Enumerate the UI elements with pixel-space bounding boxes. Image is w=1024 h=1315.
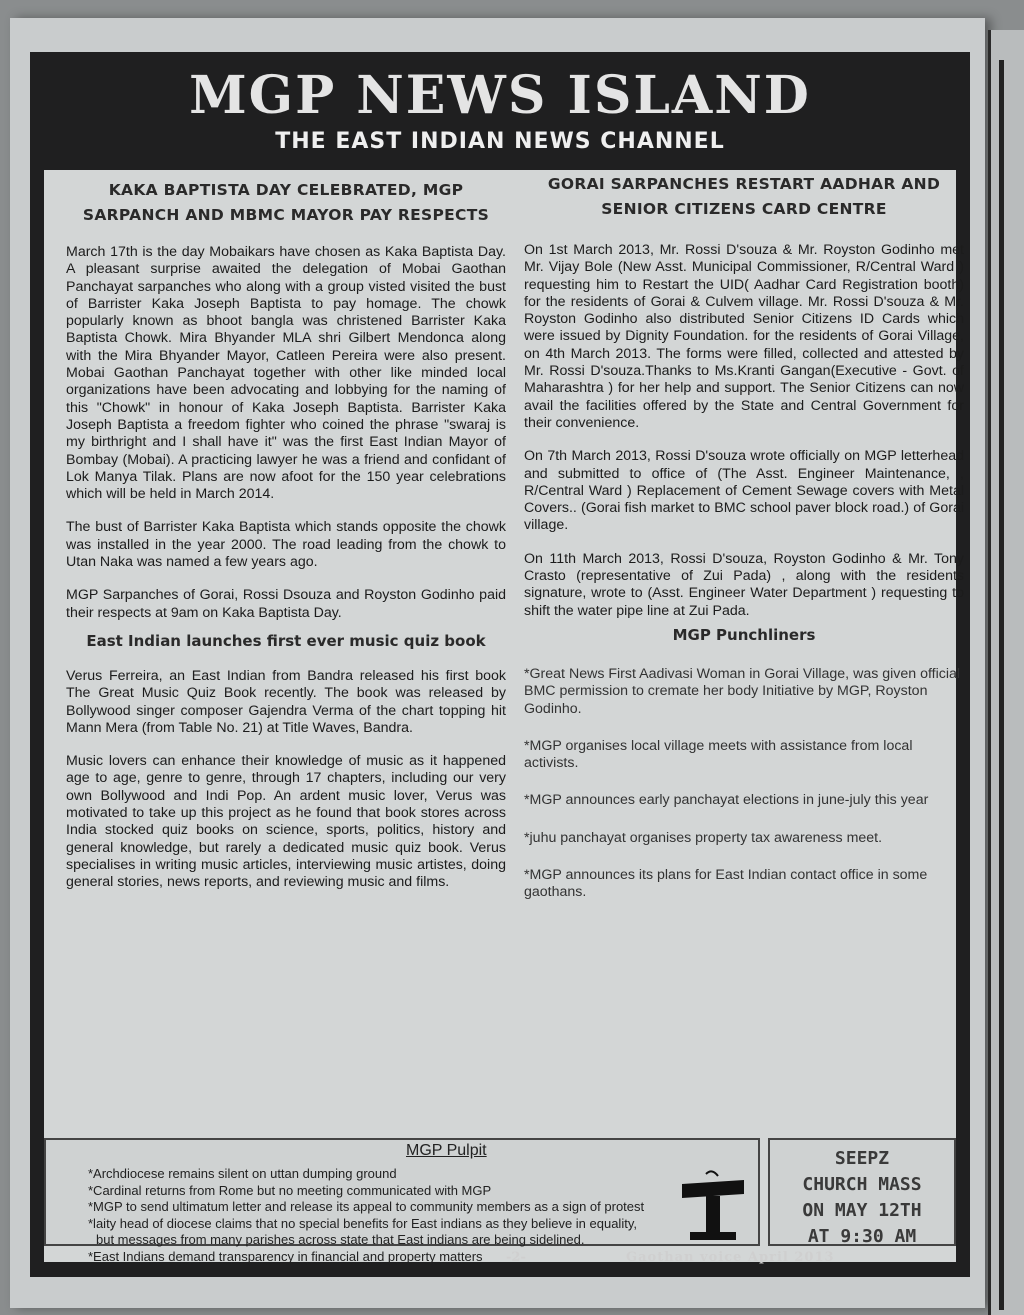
page-footer — [44, 1250, 956, 1270]
story-paragraph: Verus Ferreira, an East Indian from Bandra released his first book The Great Music Quiz Book recently. The book was released by Bollywood singer composer Gajendra Verma of the chart topping hit Mann Mera (from Table No. 21) at Title Waves, Bandra. — [66, 667, 506, 736]
pulpit-item: *MGP to send ultimatum letter and release its appeal to community members as a sign of protest — [88, 1199, 645, 1214]
punchliners-list — [524, 666, 964, 902]
seepz-mass-box — [768, 1138, 956, 1246]
seepz-line: SEEPZ — [834, 1148, 890, 1169]
punchliner-item: *Great News First Aadivasi Woman in Gorai Village, was given official BMC permission to cremate her body Initiative by MGP, Royston Godinho. — [524, 665, 961, 717]
page-frame — [30, 52, 970, 1277]
content-area — [44, 170, 964, 1262]
pulpit-item: *East Indians demand transparency in financial and property matters — [88, 1248, 483, 1264]
story-paragraph: Music lovers can enhance their knowledge of music as it happened age to age, genre to genre, through 17 chapters, including our very own Bollywood and Indi Pop. An ardent music lover, Verus was motivated to take up this project as he found that book stores across India stocked quiz books on science, sports, politics, history and general knowledge, but rarely a dedicated music quiz book. Verus specialises in writing music articles, interviewing music artistes, doing general stories, news reports, and reviewing music and films. — [66, 753, 506, 891]
adjacent-page-edge — [988, 30, 1024, 1315]
page-number: -2- — [506, 1250, 526, 1265]
masthead-subtitle: THE EAST INDIAN NEWS CHANNEL — [275, 129, 725, 154]
story-paragraph: On 7th March 2013, Rossi D'souza wrote officially on MGP letterhead and submitted to office of (The Asst. Engineer Maintenance, , R/Central Ward ) Replacement of Cement Sewage covers with Metal Covers.. (Gorai fish market to BMC school paver block road.) of Gorai village. — [524, 448, 964, 534]
issue-label: Gaothan voice April 2013 — [626, 1250, 835, 1265]
story-headline-music-quiz: East Indian launches first ever music quiz book — [86, 631, 486, 650]
punchliners-title: MGP Punchliners — [672, 625, 816, 644]
masthead — [30, 52, 970, 162]
pulpit-item: *Archdiocese remains silent on uttan dumping ground — [88, 1166, 397, 1181]
pulpit-title: MGP Pulpit — [406, 1142, 487, 1159]
punchliner-item: *juhu panchayat organises property tax awareness meet. — [524, 829, 883, 846]
left-column — [66, 170, 506, 908]
right-column — [524, 170, 964, 922]
story-paragraph: March 17th is the day Mobaikars have chosen as Kaka Baptista Day. A pleasant surprise awaited the delegation of Mobai Gaothan Panchayat sarpanches who along with a group visted visited the bust of Barrister Kaka Joseph Baptista to pay homage. The chowk popularly known as bhoot bangla was christened Barrister Kaka Baptista Chowk. Mira Bhyander MLA shri Gilbert Mendonca along with the Mira Bhyander Mayor, Catleen Pereira were also present. Mobai Gaothan Panchayat together with other like minded local organizations have been advocating and lobbying for the naming of this "Chowk" in honour of Kaka Joseph Baptista. Barrister Kaka Joseph Baptista a freedom fighter who coined the phrase "swaraj is my birthright and I shall have it" was the first East Indian Mayor of Bombay (Mobai). A practicing lawyer he was a friend and confidant of Lok Manya Tilak. Plans are now afoot for the 150 year celebrations which will be held in March 2014. — [66, 244, 506, 503]
pulpit-item: but messages from many parishes across state that East indians are being sidelined. — [96, 1232, 585, 1247]
punchliner-item: *MGP announces its plans for East Indian contact office in some gaothans. — [524, 867, 928, 901]
seepz-line: CHURCH MASS — [802, 1174, 922, 1195]
story-paragraph: On 1st March 2013, Mr. Rossi D'souza & Mr. Royston Godinho met Mr. Vijay Bole (New Asst. Municipal Commissioner, R/Central Ward ) requesting him to Restart the UID( Aadhar Card Registration booth) for the residents of Gorai & Culvem village. Mr. Rossi D'souza & Mr. Royston Godinho also distributed Senior Citizens ID Cards which were issued by Dignity Foundation. for the residents of Gorai Village, on 4th March 2013. The forms were filled, collected and attested by Mr. Rossi D'souza.Thanks to Ms.Kranti Gangan(Executive - Govt. of Maharashtra ) for her help and support. The Senior Citizens can now avail the facilities offered by the State and Central Government for their convenience. — [524, 242, 964, 431]
pulpit-lectern-icon — [678, 1170, 748, 1244]
punchliner-item: *MGP announces early panchayat elections in june-july this year — [524, 792, 929, 809]
story-headline-kaka-baptista: KAKA BAPTISTA DAY CELEBRATED, MGP SARPANCH AND MBMC MAYOR PAY RESPECTS — [82, 181, 490, 224]
seepz-line: AT 9:30 AM — [807, 1226, 917, 1247]
story-paragraph: MGP Sarpanches of Gorai, Rossi Dsouza and Royston Godinho paid their respects at 9am on Kaka Baptista Day. — [66, 587, 506, 621]
pulpit-item: *laity head of diocese claims that no special benefits for East indians as they believe in equality, — [88, 1215, 637, 1231]
story-headline-aadhar: GORAI SARPANCHES RESTART AADHAR AND SENIOR CITIZENS CARD CENTRE — [547, 175, 941, 218]
story-paragraph: On 11th March 2013, Rossi D'souza, Royston Godinho & Mr. Tony Crasto (representative of Zui Pada) , along with the residents signature, wrote to (Asst. Engineer Water Department ) requesting to shift the water pipe line at Zui Pada. — [524, 550, 964, 619]
punchliner-item: *MGP organises local village meets with assistance from local activists. — [524, 737, 913, 772]
story-paragraph: The bust of Barrister Kaka Baptista which stands opposite the chowk was installed in the year 2000. The road leading from the chowk to Utan Naka was named a few years ago. — [66, 519, 506, 571]
masthead-title: MGP NEWS ISLAND — [189, 65, 811, 126]
seepz-line: ON MAY 12TH — [802, 1200, 922, 1221]
pulpit-item: *Cardinal returns from Rome but no meeting communicated with MGP — [88, 1182, 492, 1198]
